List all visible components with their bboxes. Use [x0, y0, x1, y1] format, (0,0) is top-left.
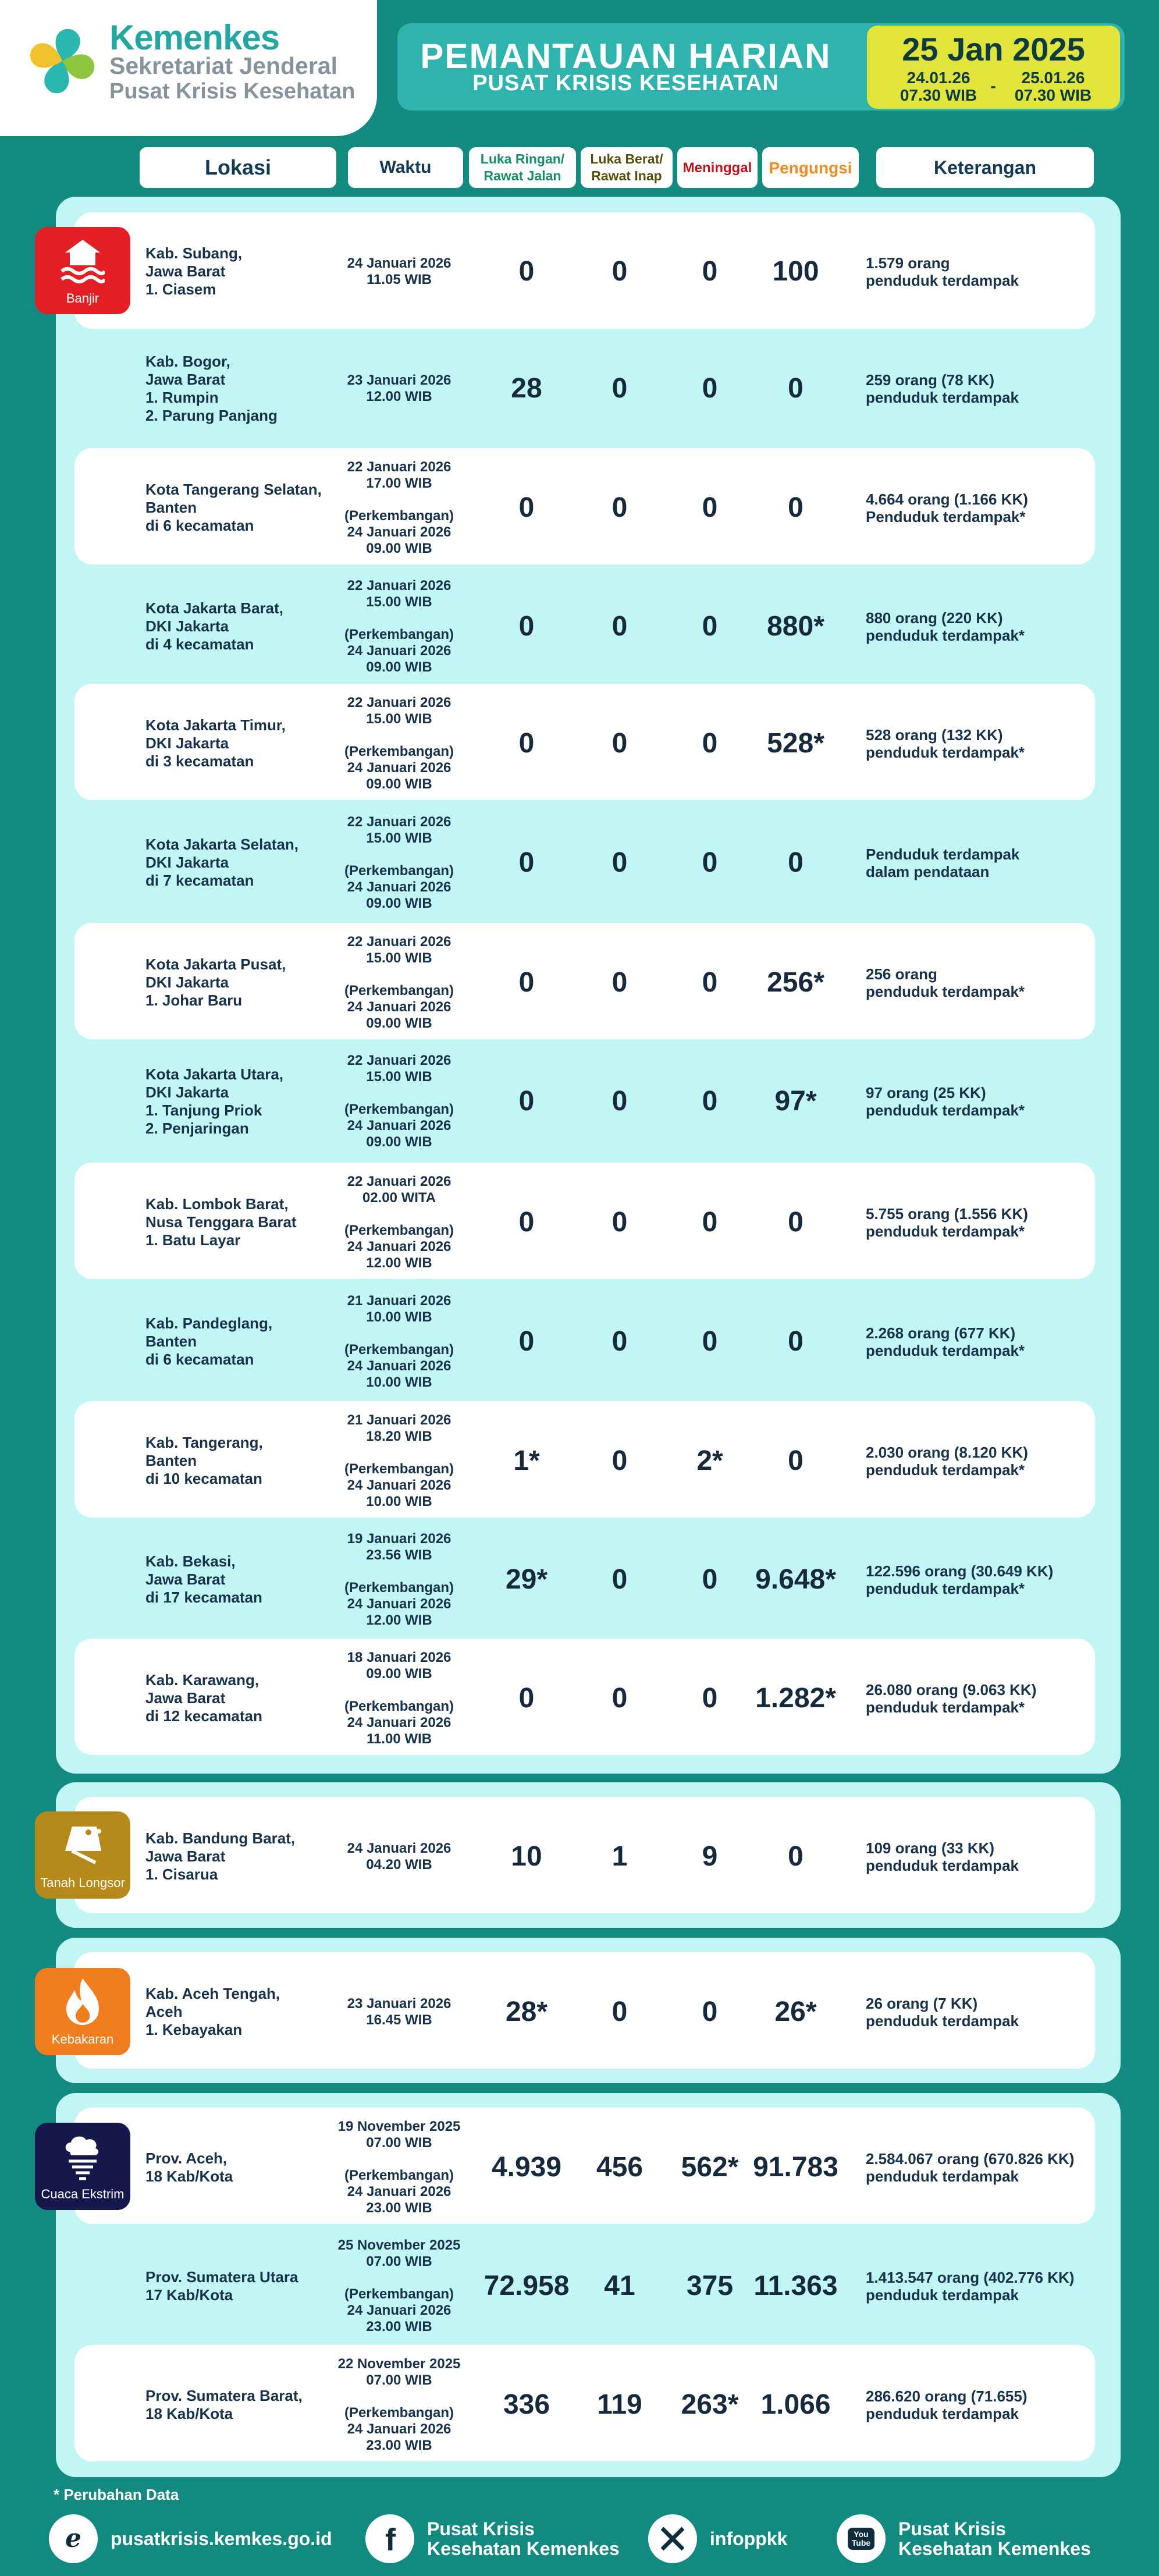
- luka-berat-value: 0: [612, 728, 628, 759]
- footer-facebook[interactable]: [365, 2513, 620, 2565]
- location-cell: Prov. Sumatera Barat, 18 Kab/Kota: [145, 2386, 303, 2422]
- table-row: [0, 1639, 1159, 1758]
- luka-ringan-value: 29*: [505, 1564, 548, 1595]
- keterangan-cell: 286.620 orang (71.655) penduduk terdampak: [866, 2387, 1028, 2422]
- time-cell: 22 Januari 2026 15.00 WIB (Perkembangan) 24 Januari 2026 09.00 WIB: [344, 813, 454, 911]
- location-cell: Kota Tangerang Selatan, Banten di 6 kecamatan: [145, 481, 322, 534]
- date-box: [867, 26, 1120, 109]
- luka-ringan-value: 0: [518, 967, 535, 998]
- badge-label: Banjir: [66, 291, 99, 305]
- pengungsi-value: 97*: [774, 1086, 817, 1117]
- table-row: [0, 1520, 1159, 1639]
- time-cell: 24 Januari 2026 11.05 WIB: [347, 255, 451, 287]
- luka-berat-value: 0: [612, 1086, 628, 1117]
- luka-ringan-value: 28*: [505, 1996, 548, 2027]
- location-cell: Kota Jakarta Utara, DKI Jakarta 1. Tanjung Priok 2. Penjaringan: [145, 1065, 283, 1137]
- meninggal-value: 0: [702, 1996, 718, 2027]
- meninggal-value: 0: [702, 1326, 718, 1357]
- meninggal-value: 0: [702, 611, 718, 642]
- column-header-pengungsi: Pengungsi: [762, 147, 859, 188]
- luka-berat-value: 0: [612, 373, 628, 404]
- meninggal-value: 0: [702, 1086, 718, 1117]
- luka-ringan-value: 0: [518, 847, 535, 878]
- luka-ringan-value: 0: [518, 492, 535, 523]
- luka-berat-value: 0: [612, 611, 628, 642]
- footer-x-text: infoppkk: [710, 2528, 788, 2549]
- badge-label: Kebakaran: [51, 2032, 114, 2046]
- meninggal-value: 0: [702, 492, 718, 523]
- pengungsi-value: 256*: [767, 967, 824, 998]
- pengungsi-value: 0: [788, 1207, 804, 1238]
- table-row: [0, 2226, 1159, 2346]
- meninggal-value: 263*: [681, 2389, 739, 2420]
- footer-youtube[interactable]: [837, 2513, 1091, 2565]
- banner-subtitle: PUSAT KRISIS KESEHATAN: [472, 71, 779, 95]
- luka-ringan-value: 0: [518, 1086, 535, 1117]
- footer-website-text: pusatkrisis.kemkes.go.id: [111, 2528, 332, 2549]
- column-header-meninggal: Meninggal: [677, 147, 758, 188]
- brand-subtitle-1: Sekretariat Jenderal: [109, 52, 338, 79]
- location-cell: Kab. Aceh Tengah, Aceh 1. Kebayakan: [145, 1985, 280, 2038]
- keterangan-cell: Penduduk terdampak dalam pendataan: [866, 845, 1020, 880]
- luka-berat-value: 0: [612, 1996, 628, 2027]
- table-row: [0, 1163, 1159, 1282]
- location-cell: Kab. Karawang, Jawa Barat di 12 kecamatan: [145, 1671, 262, 1725]
- footer-website[interactable]: [49, 2513, 332, 2565]
- pengungsi-value: 0: [788, 1445, 804, 1476]
- meninggal-value: 0: [702, 256, 718, 287]
- luka-ringan-value: 0: [518, 728, 535, 759]
- column-header-luka-ringan: Luka Ringan/ Rawat Jalan: [469, 147, 576, 188]
- keterangan-cell: 26.080 orang (9.063 KK) penduduk terdampak*: [866, 1680, 1037, 1716]
- location-cell: Prov. Sumatera Utara 17 Kab/Kota: [145, 2268, 298, 2304]
- luka-berat-value: 0: [612, 1207, 628, 1238]
- time-cell: 22 Januari 2026 17.00 WIB (Perkembangan) 24 Januari 2026 09.00 WIB: [344, 459, 454, 556]
- luka-berat-value: 0: [612, 1683, 628, 1714]
- keterangan-cell: 97 orang (25 KK) penduduk terdampak*: [866, 1083, 1025, 1119]
- table-row: [0, 1282, 1159, 1401]
- time-cell: 22 Januari 2026 15.00 WIB (Perkembangan) 24 Januari 2026 09.00 WIB: [344, 1052, 454, 1150]
- svg-text:f: f: [385, 2522, 396, 2555]
- pengungsi-value: 100: [772, 256, 819, 287]
- badge-label: Tanah Longsor: [40, 1875, 125, 1890]
- luka-berat-value: 1: [612, 1841, 628, 1872]
- keterangan-cell: 122.596 orang (30.649 KK) penduduk terdampak*: [866, 1562, 1054, 1597]
- brand-title: Kemenkes: [109, 18, 280, 57]
- period-end-time: 07.30 WIB: [1014, 86, 1092, 104]
- location-cell: Kota Jakarta Pusat, DKI Jakarta 1. Johar Baru: [145, 955, 286, 1009]
- location-cell: Kota Jakarta Timur, DKI Jakarta di 3 kecamatan: [145, 716, 286, 770]
- period-start-date: 24.01.26: [906, 69, 970, 87]
- x-icon: [648, 2514, 697, 2563]
- location-cell: Kota Jakarta Selatan, DKI Jakarta di 7 kecamatan: [145, 836, 299, 889]
- keterangan-cell: 4.664 orang (1.166 KK) Penduduk terdampak*: [866, 490, 1028, 525]
- luka-berat-value: 0: [612, 847, 628, 878]
- meninggal-value: 0: [702, 967, 718, 998]
- luka-ringan-value: 0: [518, 1326, 535, 1357]
- meninggal-value: 9: [702, 1841, 718, 1872]
- footer-x[interactable]: [648, 2513, 787, 2565]
- time-cell: 23 Januari 2026 16.45 WIB: [347, 1995, 451, 2028]
- table-row: [0, 567, 1159, 686]
- period-start-time: 07.30 WIB: [900, 86, 977, 104]
- time-cell: 18 Januari 2026 09.00 WIB (Perkembangan) 24 Januari 2026 11.00 WIB: [344, 1649, 454, 1747]
- location-cell: Kab. Pandeglang, Banten di 6 kecamatan: [145, 1314, 273, 1368]
- luka-berat-value: 0: [612, 492, 628, 523]
- location-cell: Prov. Aceh, 18 Kab/Kota: [145, 2149, 233, 2185]
- time-cell: 25 November 2025 07.00 WIB (Perkembangan) 24 Januari 2026 23.00 WIB: [337, 2237, 461, 2335]
- kemenkes-logo-icon: [19, 17, 106, 105]
- table-row: [0, 1042, 1159, 1161]
- luka-berat-value: 0: [612, 1564, 628, 1595]
- luka-berat-value: 41: [604, 2271, 635, 2301]
- pengungsi-value: 528*: [767, 728, 824, 759]
- table-row: [0, 2345, 1159, 2464]
- luka-berat-value: 456: [596, 2152, 644, 2183]
- keterangan-cell: 256 orang penduduk terdampak*: [866, 965, 1025, 1000]
- time-cell: 22 Januari 2026 15.00 WIB (Perkembangan) 24 Januari 2026 09.00 WIB: [344, 694, 454, 792]
- location-cell: Kab. Bandung Barat, Jawa Barat 1. Cisarua: [145, 1829, 296, 1883]
- table-row: [0, 803, 1159, 922]
- luka-berat-value: 0: [612, 1326, 628, 1357]
- time-cell: 19 Januari 2026 23.56 WIB (Perkembangan) 24 Januari 2026 12.00 WIB: [344, 1530, 454, 1628]
- keterangan-cell: 109 orang (33 KK) penduduk terdampak: [866, 1839, 1019, 1874]
- column-header-keterangan: Keterangan: [876, 147, 1094, 188]
- pengungsi-value: 880*: [767, 611, 824, 642]
- report-date: 25 Jan 2025: [902, 31, 1085, 67]
- meninggal-value: 2*: [696, 1445, 723, 1476]
- keterangan-cell: 2.584.067 orang (670.826 KK) penduduk terdampak: [866, 2149, 1075, 2185]
- period-end-date: 25.01.26: [1021, 69, 1085, 87]
- meninggal-value: 375: [686, 2271, 734, 2301]
- meninggal-value: 0: [702, 1564, 718, 1595]
- luka-ringan-value: 0: [518, 1207, 535, 1238]
- time-cell: 22 Januari 2026 15.00 WIB (Perkembangan) 24 Januari 2026 09.00 WIB: [344, 933, 454, 1031]
- luka-ringan-value: 336: [503, 2389, 550, 2420]
- table-row: [0, 923, 1159, 1042]
- web-icon: [49, 2514, 98, 2563]
- keterangan-cell: 1.413.547 orang (402.776 KK) penduduk terdampak: [866, 2268, 1075, 2304]
- keterangan-cell: 2.030 orang (8.120 KK) penduduk terdampak*: [866, 1443, 1028, 1479]
- table-row: [0, 1797, 1159, 1916]
- pengungsi-value: 9.648*: [755, 1564, 836, 1595]
- badge-label: Cuaca Ekstrim: [41, 2187, 125, 2201]
- time-cell: 22 Januari 2026 15.00 WIB (Perkembangan) 24 Januari 2026 09.00 WIB: [344, 577, 454, 675]
- brand-subtitle-2: Pusat Krisis Kesehatan: [109, 79, 355, 104]
- time-cell: 21 Januari 2026 10.00 WIB (Perkembangan) 24 Januari 2026 10.00 WIB: [344, 1292, 454, 1390]
- keterangan-cell: 1.579 orang penduduk terdampak: [866, 254, 1019, 289]
- column-header-waktu: Waktu: [348, 147, 463, 188]
- luka-ringan-value: 0: [518, 256, 535, 287]
- pengungsi-value: 0: [788, 492, 804, 523]
- time-cell: 23 Januari 2026 12.00 WIB: [347, 372, 451, 404]
- luka-berat-value: 0: [612, 1445, 628, 1476]
- pengungsi-value: 1.282*: [755, 1683, 836, 1714]
- banner-title: PEMANTAUAN HARIAN: [420, 37, 831, 76]
- footer-facebook-text: Pusat Krisis Kesehatan Kemenkes: [427, 2518, 620, 2559]
- keterangan-cell: 880 orang (220 KK) penduduk terdampak*: [866, 609, 1025, 644]
- header: [0, 0, 1159, 137]
- time-cell: 22 Januari 2026 02.00 WITA (Perkembangan) 24 Januari 2026 12.00 WIB: [344, 1173, 454, 1271]
- keterangan-cell: 26 orang (7 KK) penduduk terdampak: [866, 1994, 1019, 2030]
- youtube-icon: You Tube: [837, 2514, 886, 2563]
- table-row: [0, 684, 1159, 803]
- luka-ringan-value: 0: [518, 611, 535, 642]
- time-cell: 22 November 2025 07.00 WIB (Perkembangan) 24 Januari 2026 23.00 WIB: [337, 2355, 461, 2453]
- pengungsi-value: 0: [788, 1841, 804, 1872]
- column-header-lokasi: Lokasi: [140, 147, 336, 188]
- pengungsi-value: 91.783: [753, 2152, 838, 2183]
- column-header-luka-berat: Luka Berat/ Rawat Inap: [581, 147, 673, 188]
- table-row: [0, 2108, 1159, 2227]
- location-cell: Kab. Lombok Barat, Nusa Tenggara Barat 1. Batu Layar: [145, 1195, 297, 1249]
- meninggal-value: 562*: [681, 2152, 739, 2183]
- footer-youtube-text: Pusat Krisis Kesehatan Kemenkes: [898, 2518, 1091, 2559]
- time-cell: 24 Januari 2026 04.20 WIB: [347, 1840, 451, 1873]
- location-cell: Kab. Bekasi, Jawa Barat di 17 kecamatan: [145, 1552, 262, 1606]
- keterangan-cell: 259 orang (78 KK) penduduk terdampak: [866, 371, 1019, 406]
- facebook-icon: [365, 2514, 414, 2563]
- location-cell: Kab. Bogor, Jawa Barat 1. Rumpin 2. Parung Panjang: [145, 352, 278, 424]
- location-cell: Kota Jakarta Barat, DKI Jakarta di 4 kecamatan: [145, 599, 283, 653]
- meninggal-value: 0: [702, 1207, 718, 1238]
- luka-ringan-value: 28: [511, 373, 542, 404]
- luka-ringan-value: 72.958: [483, 2271, 570, 2301]
- location-cell: Kab. Subang, Jawa Barat 1. Ciasem: [145, 244, 243, 298]
- luka-ringan-value: 10: [511, 1841, 542, 1872]
- keterangan-cell: 528 orang (132 KK) penduduk terdampak*: [866, 726, 1025, 761]
- table-row: [0, 329, 1159, 448]
- meninggal-value: 0: [702, 728, 718, 759]
- meninggal-value: 0: [702, 373, 718, 404]
- meninggal-value: 0: [702, 847, 718, 878]
- luka-ringan-value: 4.939: [491, 2152, 562, 2183]
- time-cell: 19 November 2025 07.00 WIB (Perkembangan) 24 Januari 2026 23.00 WIB: [337, 2118, 461, 2216]
- luka-berat-value: 0: [612, 967, 628, 998]
- pengungsi-value: 0: [788, 847, 804, 878]
- table-row: [0, 1401, 1159, 1520]
- svg-text:e: e: [65, 2524, 81, 2553]
- pengungsi-value: 11.363: [753, 2271, 838, 2301]
- luka-ringan-value: 0: [518, 1683, 535, 1714]
- footnote: * Perubahan Data: [54, 2486, 179, 2503]
- pengungsi-value: 1.066: [760, 2389, 831, 2420]
- luka-ringan-value: 1*: [513, 1445, 540, 1476]
- pengungsi-value: 0: [788, 373, 804, 404]
- keterangan-cell: 2.268 orang (677 KK) penduduk terdampak*: [866, 1324, 1025, 1359]
- luka-berat-value: 0: [612, 256, 628, 287]
- luka-berat-value: 119: [597, 2389, 642, 2420]
- table-row: [0, 212, 1159, 331]
- logo-card: [0, 0, 377, 136]
- pengungsi-value: 0: [788, 1326, 804, 1357]
- period-separator: -: [990, 77, 996, 95]
- table-row: [0, 448, 1159, 567]
- time-cell: 21 Januari 2026 18.20 WIB (Perkembangan) 24 Januari 2026 10.00 WIB: [344, 1412, 454, 1509]
- pengungsi-value: 26*: [774, 1996, 817, 2027]
- table-row: [0, 1952, 1159, 2072]
- keterangan-cell: 5.755 orang (1.556 KK) penduduk terdampak*: [866, 1204, 1028, 1240]
- location-cell: Kab. Tangerang, Banten di 10 kecamatan: [145, 1434, 263, 1487]
- meninggal-value: 0: [702, 1683, 718, 1714]
